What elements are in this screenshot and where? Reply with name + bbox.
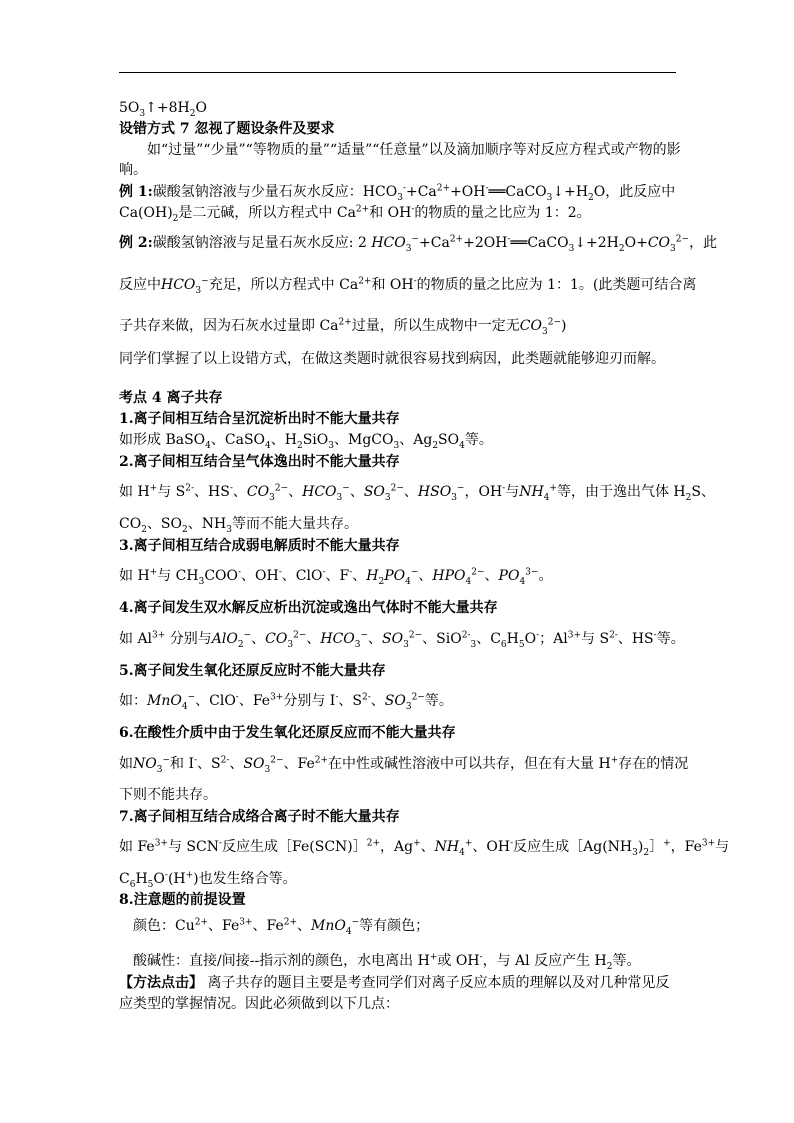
method-tip: 【方法点击】 离子共存的题目主要是考查同学们对离子反应本质的理解以及对几种常见反 xyxy=(119,975,670,991)
text-line: $5O_3↑+8H_2O$ xyxy=(119,100,207,119)
heading-8: 8.注意题的前提设置 xyxy=(119,892,246,908)
paragraph-line: 如“过量”“少量”“等物质的量”“适量”“任意量”以及滴加顺序等对反应方程式或产物的影 xyxy=(147,142,681,158)
example-2-cont2: 子共存来做，因为石灰水过量即 $Ca^{2+}$过量，所以生成物中一定无$CO_3^{2-}$) xyxy=(119,317,567,337)
heading-3: 3.离子间相互结合成弱电解质时不能大量共存 xyxy=(119,538,400,554)
heading-6-body: 如$NO_3^-$和 I-、$S^{2-}$、$SO_3^{2-}$、$Fe^{2+}$在中性或碱性溶液中可以共存，但在有大量 H+存在的情况 xyxy=(119,755,689,775)
example-1: 例 1:碳酸氢钠溶液与少量石灰水反应：$HCO_3^-+Ca^{2+}+OH^-══CaCO_3↓+H_2O$，此反应中 xyxy=(119,183,676,203)
heading-7-body: 如 $Fe^{3+}$与 SCN-反应生成［Fe(SCN)］$^{2+}$，Ag+、$NH_4^+$、OH-反应生成$[Ag(NH_3)_2]^+$，$Fe^{3+}$与 xyxy=(119,838,730,858)
summary-line: 同学们掌握了以上设错方式，在做这类题时就很容易找到病因，此类题就能够迎刃而解。 xyxy=(119,351,665,367)
section-heading: 设错方式 7 忽视了题设条件及要求 xyxy=(119,121,335,137)
method-tip-cont: 应类型的掌握情况。因此必须做到以下几点： xyxy=(119,996,399,1012)
heading-4: 4.离子间发生双水解反应析出沉淀或逸出气体时不能大量共存 xyxy=(119,600,498,616)
heading-5: 5.离子间发生氧化还原反应时不能大量共存 xyxy=(119,663,386,679)
heading-4-body: 如 $Al^{3+}$ 分别与AlO$_2$−、$CO_3^{2-}$、$HCO_3^-$、$SO_3^{2-}$、SiO$^{2-}_3$、$C_6H_5O^-$；$Al^{3+}$与 $S^{2-}$、HS-等。 xyxy=(119,630,685,650)
heading-8-color: 颜色：$Cu^{2+}$、$Fe^{3+}$、$Fe^{2+}$、MnO$_4$−等有颜色； xyxy=(133,917,430,937)
example-1-cont: $Ca(OH)_2$是二元碱，所以方程式中 $Ca^{2+}$和 OH-的物质的量之比应为 1：2。 xyxy=(119,204,591,224)
heading-2: 2.离子间相互结合呈气体逸出时不能大量共存 xyxy=(119,454,400,470)
heading-1: 1.离子间相互结合呈沉淀析出时不能大量共存 xyxy=(119,411,400,427)
heading-2-body: 如 H+与 $S^{2-}$、HS-、$CO_3^{2-}$、$HCO_3^-$、$SO_3^{2-}$、$HSO_3^-$，OH-与$NH_4^+$等，由于逸出气体 $H_2S$、 xyxy=(119,483,715,503)
kp4-title: 考点 4 离子共存 xyxy=(119,390,223,406)
heading-2-body-cont: $CO_2$、$SO_2$、$NH_3$等而不能大量共存。 xyxy=(119,516,358,535)
heading-8-acidity: 酸碱性：直接/间接--指示剂的颜色，水电离出 H+或 OH-，与 Al 反应产生 $H_2$等。 xyxy=(133,952,641,972)
header-rule xyxy=(119,72,676,73)
heading-7-body-cont: $C_6H_5O^-(H^+)$也发生络合等。 xyxy=(119,870,297,890)
heading-6: 6.在酸性介质中由于发生氧化还原反应而不能大量共存 xyxy=(119,725,456,741)
example-2-cont: 反应中$HCO_3^-$充足，所以方程式中 $Ca^{2+}$和 OH-的物质的量之比应为 1：1。(此类题可结合离 xyxy=(119,276,697,296)
heading-7: 7.离子间相互结合成络合离子时不能大量共存 xyxy=(119,809,400,825)
heading-5-body: 如：MnO$_4$−、ClO-、$Fe^{3+}$分别与 I-、$S^{2-}$、$SO_3^{2-}$等。 xyxy=(119,692,453,712)
heading-3-body: 如 H+与 $CH_3COO^-$、OH-、ClO-、F-、$H_2PO_4^-$、$HPO_4^{2-}$、$PO_4^{3-}$。 xyxy=(119,567,553,587)
heading-6-body-cont: 下则不能共存。 xyxy=(119,787,217,803)
paragraph-line: 响。 xyxy=(119,162,147,178)
example-2: 例 2:碳酸氢钠溶液与足量石灰水反应: 2 $HCO_3^-+Ca^{2+}+2OH^-══CaCO_3↓+2H_2O+CO_3^{2-}$，此 xyxy=(119,234,718,254)
heading-1-body: 如形成 BaSO$_4$、CaSO$_4$、$H_2SiO_3$、MgCO$_3$、$Ag_2SO_4$等。 xyxy=(119,432,493,451)
